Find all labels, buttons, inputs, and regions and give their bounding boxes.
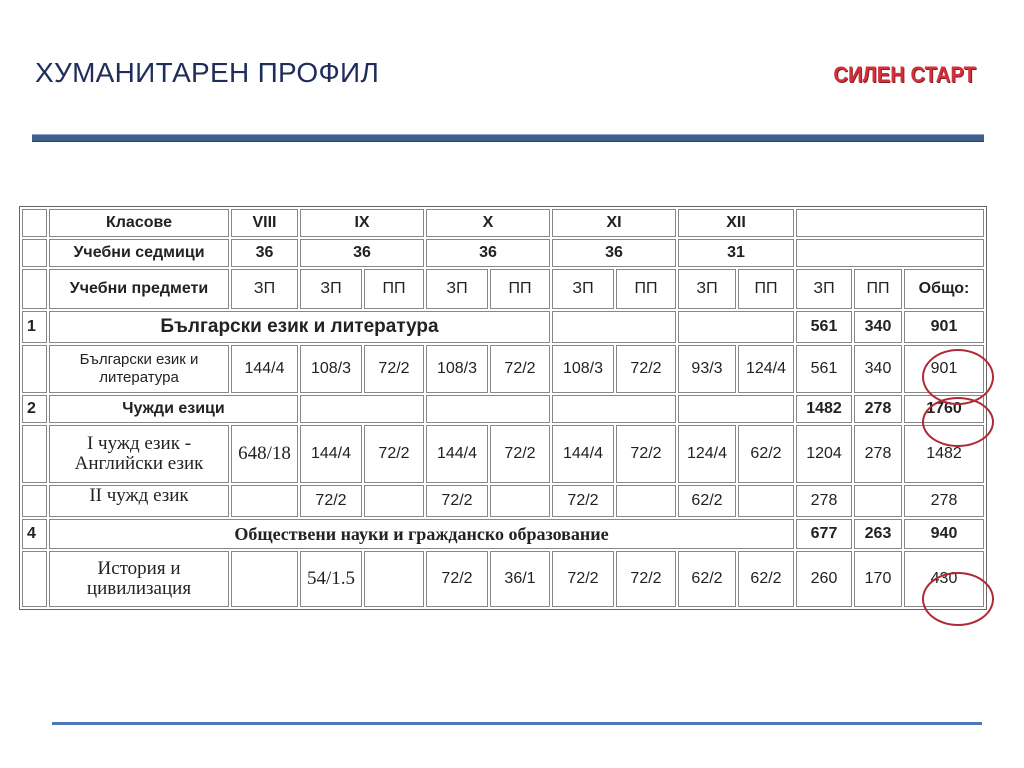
col-pp: ПП <box>738 269 794 309</box>
table-cell: 72/2 <box>364 345 424 393</box>
table-cell <box>490 485 550 517</box>
table-cell: 648/18 <box>231 425 298 483</box>
section-total-zp: 1482 <box>796 395 852 423</box>
table-cell: 170 <box>854 551 902 607</box>
section-total-pp: 340 <box>854 311 902 343</box>
curriculum-table-container <box>19 206 994 628</box>
table-cell <box>616 485 676 517</box>
classes-label: Класове <box>49 209 229 237</box>
table-cell: 124/4 <box>678 425 736 483</box>
table-cell <box>364 551 424 607</box>
table-cell: 108/3 <box>426 345 488 393</box>
col-pp: ПП <box>364 269 424 309</box>
table-row <box>22 551 984 607</box>
section-name: Български език и литература <box>49 311 550 343</box>
highlight-circle <box>922 397 994 447</box>
weeks-ix: 36 <box>300 239 424 267</box>
table-row-weeks <box>22 239 984 267</box>
table-cell <box>22 269 47 309</box>
section-row-social-sciences <box>22 519 984 549</box>
table-cell: 260 <box>796 551 852 607</box>
weeks-xii: 31 <box>678 239 794 267</box>
table-cell <box>231 485 298 517</box>
weeks-viii: 36 <box>231 239 298 267</box>
top-divider <box>32 134 984 142</box>
table-cell: 72/2 <box>552 485 614 517</box>
section-total-pp: 263 <box>854 519 902 549</box>
table-cell: 62/2 <box>678 551 736 607</box>
bottom-divider <box>52 722 982 725</box>
table-cell: 72/2 <box>426 551 488 607</box>
table-cell: 144/4 <box>426 425 488 483</box>
section-total-zp: 677 <box>796 519 852 549</box>
table-cell: 278 <box>796 485 852 517</box>
table-cell <box>231 551 298 607</box>
table-cell: 72/2 <box>616 425 676 483</box>
table-cell: 430 <box>904 551 984 607</box>
weeks-xi: 36 <box>552 239 676 267</box>
table-cell: 62/2 <box>738 551 794 607</box>
table-row <box>22 425 984 483</box>
table-cell <box>22 209 47 237</box>
table-cell <box>22 345 47 393</box>
table-cell <box>678 311 794 343</box>
table-cell <box>854 485 902 517</box>
col-zp: ЗП <box>796 269 852 309</box>
class-x: X <box>426 209 550 237</box>
subject-name: Български език и литература <box>49 345 229 393</box>
class-viii: VIII <box>231 209 298 237</box>
table-cell: 72/2 <box>300 485 362 517</box>
table-cell <box>300 395 424 423</box>
section-row-foreign-languages <box>22 395 984 423</box>
table-row <box>22 345 984 393</box>
section-total: 901 <box>904 311 984 343</box>
table-cell <box>364 485 424 517</box>
col-zp: ЗП <box>300 269 362 309</box>
weeks-x: 36 <box>426 239 550 267</box>
subject-name: История и цивилизация <box>49 551 229 607</box>
table-cell: 72/2 <box>616 345 676 393</box>
weeks-label: Учебни седмици <box>49 239 229 267</box>
col-pp: ПП <box>854 269 902 309</box>
table-cell <box>796 239 984 267</box>
table-cell: 72/2 <box>616 551 676 607</box>
table-cell <box>552 395 676 423</box>
table-cell: 36/1 <box>490 551 550 607</box>
table-cell: 278 <box>854 425 902 483</box>
section-number: 2 <box>22 395 47 423</box>
section-name: Чужди езици <box>49 395 298 423</box>
table-cell <box>22 239 47 267</box>
table-cell: 72/2 <box>552 551 614 607</box>
table-cell: 901 <box>904 345 984 393</box>
table-row-subheader <box>22 269 984 309</box>
subject-name: II чужд език <box>49 485 229 517</box>
table-cell: 62/2 <box>678 485 736 517</box>
table-cell <box>552 311 676 343</box>
table-row <box>22 485 984 517</box>
section-number: 1 <box>22 311 47 343</box>
table-cell <box>738 485 794 517</box>
table-cell: 93/3 <box>678 345 736 393</box>
table-cell: 124/4 <box>738 345 794 393</box>
table-cell: 1482 <box>904 425 984 483</box>
section-total: 940 <box>904 519 984 549</box>
class-ix: IX <box>300 209 424 237</box>
table-cell <box>22 425 47 483</box>
table-row-classes <box>22 209 984 237</box>
col-zp: ЗП <box>678 269 736 309</box>
table-cell <box>22 551 47 607</box>
section-total-pp: 278 <box>854 395 902 423</box>
col-pp: ПП <box>616 269 676 309</box>
table-cell: 72/2 <box>490 425 550 483</box>
table-cell: 144/4 <box>300 425 362 483</box>
table-cell: 340 <box>854 345 902 393</box>
table-cell: 72/2 <box>364 425 424 483</box>
section-number: 4 <box>22 519 47 549</box>
table-cell <box>22 485 47 517</box>
table-cell: 561 <box>796 345 852 393</box>
section-name: Обществени науки и гражданско образование <box>49 519 794 549</box>
table-cell: 1204 <box>796 425 852 483</box>
table-cell: 108/3 <box>552 345 614 393</box>
subjects-label: Учебни предмети <box>49 269 229 309</box>
brand-logo: СИЛЕН СТАРТ <box>833 62 976 87</box>
table-cell: 54/1.5 <box>300 551 362 607</box>
col-zp: ЗП <box>552 269 614 309</box>
table-cell: 144/4 <box>231 345 298 393</box>
col-pp: ПП <box>490 269 550 309</box>
curriculum-table <box>19 206 987 610</box>
slide-title: ХУМАНИТАРЕН ПРОФИЛ <box>35 57 380 88</box>
class-xii: XII <box>678 209 794 237</box>
col-total: Общо: <box>904 269 984 309</box>
table-cell <box>678 395 794 423</box>
section-row-bulgarian <box>22 311 984 343</box>
subject-name: I чужд език - Английски език <box>49 425 229 483</box>
section-total: 1760 <box>904 395 984 423</box>
col-zp: ЗП <box>426 269 488 309</box>
table-cell: 108/3 <box>300 345 362 393</box>
highlight-circle <box>922 572 994 626</box>
table-cell: 72/2 <box>426 485 488 517</box>
section-total-zp: 561 <box>796 311 852 343</box>
table-cell: 144/4 <box>552 425 614 483</box>
table-cell <box>796 209 984 237</box>
table-cell: 72/2 <box>490 345 550 393</box>
table-cell: 278 <box>904 485 984 517</box>
col-zp: ЗП <box>231 269 298 309</box>
table-cell <box>426 395 550 423</box>
class-xi: XI <box>552 209 676 237</box>
table-cell: 62/2 <box>738 425 794 483</box>
